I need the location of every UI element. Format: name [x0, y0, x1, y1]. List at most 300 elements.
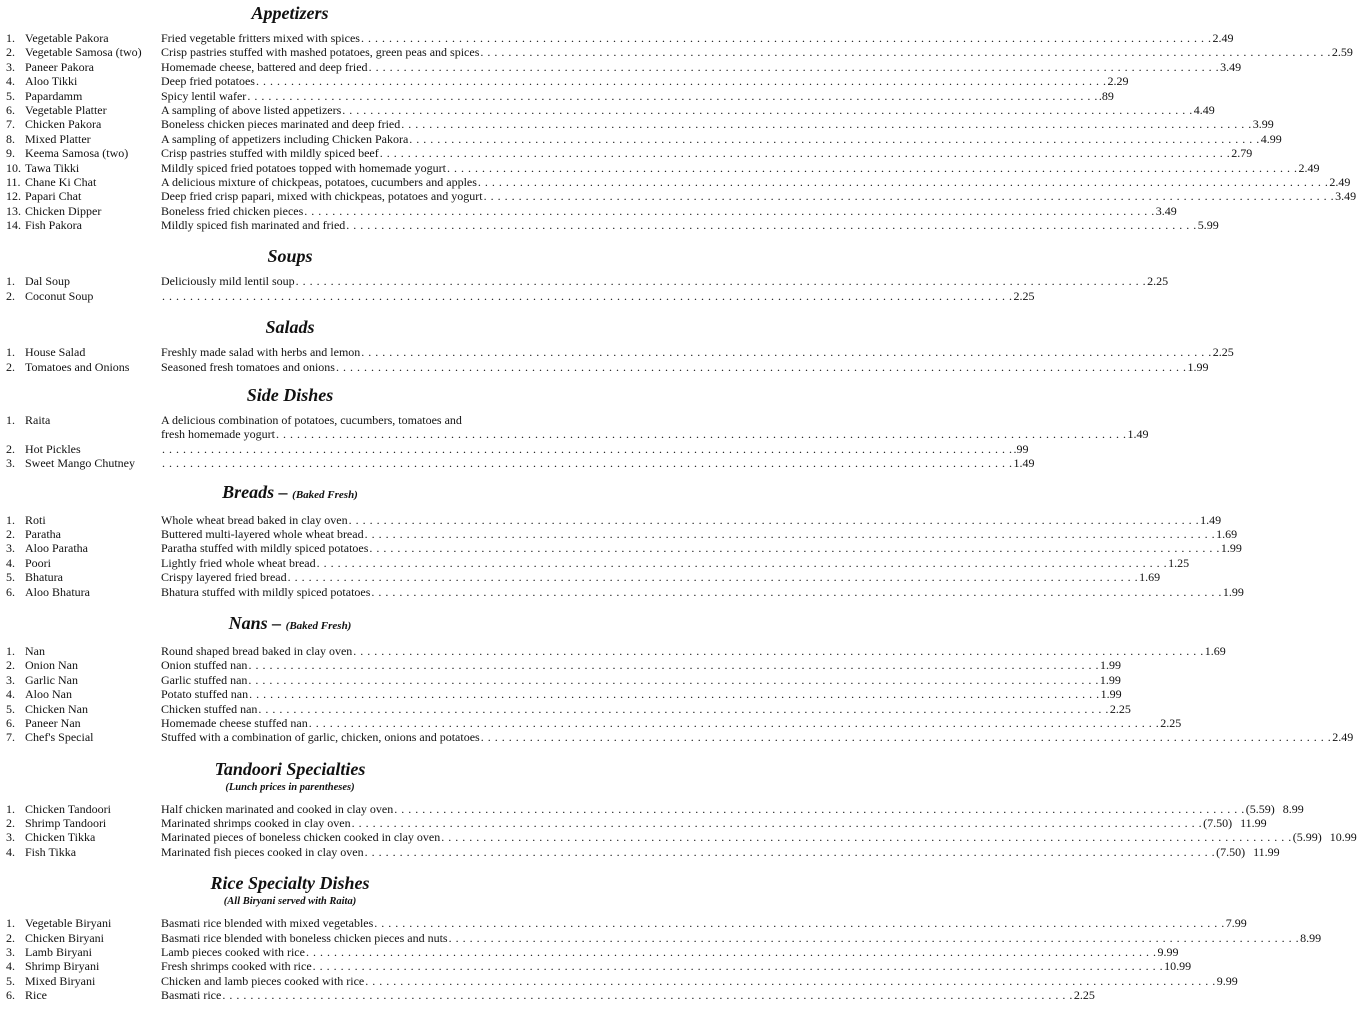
item-name: Raita — [25, 413, 51, 428]
item-price: 1.69 — [1204, 643, 1226, 658]
item-description-text: Basmati rice blended with boneless chicken pieces and nuts — [161, 930, 448, 945]
item-price: 4.99 — [1260, 131, 1282, 146]
item-name: Chicken Tandoori — [25, 801, 111, 816]
item-number: 14. — [6, 218, 21, 233]
item-description — [161, 570, 1161, 585]
item-name: Vegetable Pakora — [25, 31, 109, 45]
section-subtitle: (All Biryani served with Raita) — [223, 896, 357, 908]
item-number: 1. — [6, 643, 15, 658]
item-price: 7.99 — [1225, 916, 1247, 931]
item-description-text: fresh homemade yogurt — [161, 427, 275, 442]
item-description — [161, 959, 1192, 974]
item-number: 1. — [6, 512, 15, 527]
item-price-line — [161, 174, 1351, 189]
item-name: Aloo Tikki — [25, 74, 78, 89]
menu-item — [0, 687, 1122, 702]
item-price: 1.49 — [1200, 512, 1222, 527]
item-name: Papardamm — [25, 88, 83, 103]
item-name: Chicken Pakora — [25, 117, 102, 132]
dot-leader: . . . . . . . . . . . . . . . . . . . . . . . . . . . . . . . . . . . . . . . . . . . . . . . . . . . . . . . . . . . . . . . . . . . . . . . . . . . . . . . . . . . . . . . . . . . . . . . . . . . . . . . . . . . . . . . . . . . . . . . . . . — [295, 274, 1147, 289]
item-price: 10.99 — [1164, 959, 1192, 974]
item-number: 9. — [6, 146, 15, 161]
item-description-text: Garlic stuffed nan — [161, 672, 248, 687]
item-number: 10. — [6, 160, 21, 175]
dot-leader: . . . . . . . . . . . . . . . . . . . . . . . . . . . . . . . . . . . . . . . . . . . . . . . . . . . . . . . . . . . . . . . . . . . . . . . . . . . . . . . . . . . . . . . . . . . . . . . . . . . . . . . . . . . . . . . . . . . . . . . . . . — [316, 555, 1168, 570]
item-price-line — [161, 117, 1274, 132]
item-price: .99 — [1013, 441, 1029, 456]
item-name: Fish Tikka — [25, 844, 77, 859]
item-price-line — [161, 801, 1304, 816]
menu-item — [0, 218, 1219, 233]
section-title — [0, 245, 580, 267]
item-description-text: Crispy layered fried bread — [161, 570, 287, 585]
item-description-text: Mildly spiced fried potatoes topped with homemade yogurt — [161, 160, 446, 175]
item-number: 2. — [6, 527, 15, 541]
item-number: 1. — [6, 31, 15, 45]
item-number: 8. — [6, 131, 15, 146]
item-description-text: Lamb pieces cooked with rice — [161, 945, 305, 960]
item-number: 1. — [6, 413, 15, 428]
menu-section — [0, 2, 1357, 233]
dot-leader: . . . . . . . . . . . . . . . . . . . . . . . . . . . . . . . . . . . . . . . . . . . . . . . . . . . . . . . . . . . . . . . . . . . . . . . . . . . . . . . . . . . . . . . . . . . . . . . . . . . . . . . . . . . . . . . . . . . . . . . . . . — [308, 715, 1160, 730]
item-price: 2.59 — [1331, 45, 1353, 60]
dot-leader: . . . . . . . . . . . . . . . . . . . . . . . . . . . . . . . . . . . . . . . . . . . . . . . . . . . . . . . . . . . . . . . . . . . . . . . . . . . . . . . . . . . . . . . . . . . . . . . . . . . . . . . . . . . . . . . . . . . . . . . . . . — [162, 441, 1013, 456]
dot-leader: . . . . . . . . . . . . . . . . . . . . . . . . . . . . . . . . . . . . . . . . . . . . . . . . . . . . . . . . . . . . . . . . . . . . . . . . . . . . . . . . . . . . . . . . . . . . . . . . . . . . . . . . . . . . . . . . . . . . . . . . . . — [480, 45, 1331, 60]
item-price: 10.99 — [1329, 830, 1357, 845]
item-price-line — [161, 701, 1131, 716]
item-price: 2.49 — [1212, 31, 1234, 45]
item-price: 2.25 — [1109, 701, 1131, 716]
item-price: 2.25 — [1160, 715, 1182, 730]
item-price: 3.99 — [1252, 117, 1274, 132]
item-lunch-price: (5.59) — [1245, 801, 1275, 816]
item-price-line — [161, 146, 1253, 161]
item-description — [161, 218, 1219, 233]
item-price: 2.25 — [1013, 288, 1035, 303]
item-description — [161, 45, 1353, 60]
dot-leader: . . . . . . . . . . . . . . . . . . . . . . . . . . . . . . . . . . . . . . . . . . . . . . . . . . . . . . . . . . . . . . . . . . . . . . . . . . . . . . . . . . . . . . . . . . . . . . . . . . . . . . . . . . . . . . . . . . . . . . . . . . — [394, 801, 1245, 816]
item-price: 4.49 — [1193, 102, 1215, 117]
item-description-text: A sampling of appetizers including Chicken Pakora — [161, 131, 409, 146]
item-name: Vegetable Samosa (two) — [25, 45, 142, 60]
menu-section — [0, 872, 1322, 1003]
item-price-line — [161, 555, 1190, 570]
item-name: Papari Chat — [25, 189, 82, 204]
item-description — [161, 274, 1169, 289]
item-description-text: Homemade cheese, battered and deep fried — [161, 59, 368, 74]
item-description — [161, 555, 1190, 570]
dot-leader: . . . . . . . . . . . . . . . . . . . . . . . . . . . . . . . . . . . . . . . . . . . . . . . . . . . . . . . . . . . . . . . . . . . . . . . . . . . . . . . . . . . . . . . . . . . . . . . . . . . . . . . . . . . . . . . . . . . . . . . . . . — [371, 584, 1222, 599]
dot-leader: . . . . . . . . . . . . . . . . . . . . . . . . . . . . . . . . . . . . . . . . . . . . . . . . . . . . . . . . . . . . . . . . . . . . . . . . . . . . . . . . . . . . . . . . . . . . . . . . . . . . . . . . . . . . . . . . . . . . . . . . . . — [409, 131, 1260, 146]
item-number: 6. — [6, 988, 15, 1003]
item-description — [161, 643, 1226, 658]
item-price-line — [161, 31, 1234, 45]
item-price-line — [161, 715, 1182, 730]
dot-leader: . . . . . . . . . . . . . . . . . . . . . . . . . . . . . . . . . . . . . . . . . . . . . . . . . . . . . . . . . . . . . . . . . . . . . . . . . . . . . . . . . . . . . . . . . . . . . . . . . . . . . . . . . . . . . . . . . . . . . . . . . . — [255, 74, 1107, 89]
item-name: Tawa Tikki — [25, 160, 80, 175]
item-description — [161, 658, 1121, 673]
dot-leader: . . . . . . . . . . . . . . . . . . . . . . . . . . . . . . . . . . . . . . . . . . . . . . . . . . . . . . . . . . . . . . . . . . . . . . . . . . . . . . . . . . . . . . . . . . . . . . . . . . . . . . . . . . . . . . . . . . . . . . . . . . — [247, 88, 1098, 103]
item-description-text: Half chicken marinated and cooked in clay oven — [161, 801, 394, 816]
dot-leader: . . . . . . . . . . . . . . . . . . . . . . . . . . . . . . . . . . . . . . . . . . . . . . . . . . . . . . . . . . . . . . . . . . . . . . . . . . . . . . . . . . . . . . . . . . . . . . . . . . . . . . . . . . . . . . . . . . . . . . . . . . — [249, 687, 1100, 702]
item-name: Poori — [25, 555, 52, 570]
item-price-line — [161, 730, 1354, 745]
item-name: Chicken Biryani — [25, 930, 104, 945]
item-name: Dal Soup — [25, 274, 70, 289]
item-number: 6. — [6, 715, 15, 730]
item-price-line — [161, 830, 1357, 845]
item-number: 3. — [6, 672, 15, 687]
item-description — [161, 131, 1282, 146]
item-description — [161, 715, 1182, 730]
item-price: 1.99 — [1099, 658, 1121, 673]
item-description — [161, 527, 1238, 541]
item-description — [161, 945, 1179, 960]
item-number: 12. — [6, 189, 21, 204]
dot-leader: . . . . . . . . . . . . . . . . . . . . . . . . . . . . . . . . . . . . . . . . . . . . . . . . . . . . . . . . . . . . . . . . . . . . . . . . . . . . . . . . . . . . . . . . . . . . . . . . . . . . . . . . . . . . . . . . . . . . . . . . . . — [258, 701, 1109, 716]
item-description-text: Deliciously mild lentil soup — [161, 274, 295, 289]
item-name: Bhatura — [25, 570, 63, 585]
item-name: Chicken Dipper — [25, 203, 102, 218]
section-title-text: Tandoori Specialties — [214, 758, 366, 779]
item-description-text: Boneless fried chicken pieces — [161, 203, 304, 218]
item-description — [161, 988, 1095, 1003]
item-description-text: Seasoned fresh tomatoes and onions — [161, 359, 335, 374]
section-title — [0, 872, 580, 894]
item-description — [161, 816, 1267, 831]
dot-leader: . . . . . . . . . . . . . . . . . . . . . . . . . . . . . . . . . . . . . . . . . . . . . . . . . . . . . . . . . . . . . . . . . . . . . . . . . . . . . . . . . . . . . . . . . . . . . . . . . . . . . . . . . . . . . . . . . . . . . . . . . . — [248, 672, 1099, 687]
dot-leader: . . . . . . . . . . . . . . . . . . . . . . . . . . . . . . . . . . . . . . . . . . . . . . . . . . . . . . . . . . . . . . . . . . . . . . . . . . . . . . . . . . . . . . . . . . . . . . . . . . . . . . . . . . . . . . . . . . . . . . . . . . — [401, 117, 1252, 132]
menu-items — [0, 413, 1149, 471]
item-name: Hot Pickles — [25, 441, 81, 456]
item-description — [161, 801, 1304, 816]
menu-items — [0, 916, 1322, 1003]
item-description — [161, 584, 1244, 599]
menu-item — [0, 701, 1131, 716]
item-number: 4. — [6, 74, 15, 89]
item-price: 1.49 — [1013, 456, 1035, 471]
item-description-text: A delicious mixture of chickpeas, potatoes, cucumbers and apples — [161, 174, 477, 189]
section-title-text: Salads — [265, 317, 315, 338]
item-description-text: Spicy lentil wafer — [161, 88, 247, 103]
item-price-line — [161, 131, 1282, 146]
item-price-line — [161, 427, 1149, 442]
item-number: 3. — [6, 59, 15, 74]
item-description-text: Stuffed with a combination of garlic, chicken, onions and potatoes — [161, 730, 480, 745]
menu-item — [0, 959, 1192, 974]
dot-leader: . . . . . . . . . . . . . . . . . . . . . . . . . . . . . . . . . . . . . . . . . . . . . . . . . . . . . . . . . . . . . . . . . . . . . . . . . . . . . . . . . . . . . . . . . . . . . . . . . . . . . . . . . . . . . . . . . . . . . . . . . . — [364, 844, 1216, 859]
item-description-text: Paratha stuffed with mildly spiced potatoes — [161, 541, 369, 556]
menu-item — [0, 930, 1322, 945]
item-number: 1. — [6, 274, 15, 289]
item-name: Paratha — [25, 527, 61, 541]
item-description-text: Crisp pastries stuffed with mildly spiced beef — [161, 146, 379, 161]
item-description — [161, 203, 1177, 218]
item-description — [161, 146, 1253, 161]
section-title-suffix: (Baked Fresh) — [292, 488, 358, 501]
item-number: 1. — [6, 916, 15, 931]
item-lunch-price: (5.99) — [1292, 830, 1322, 845]
section-title — [0, 758, 580, 780]
item-price: 1.25 — [1168, 555, 1190, 570]
menu-item — [0, 830, 1357, 845]
dot-leader: . . . . . . . . . . . . . . . . . . . . . . . . . . . . . . . . . . . . . . . . . . . . . . . . . . . . . . . . . . . . . . . . . . . . . . . . . . . . . . . . . . . . . . . . . . . . . . . . . . . . . . . . . . . . . . . . . . . . . . . . . . — [348, 512, 1200, 527]
item-description — [161, 687, 1122, 702]
menu-item — [0, 413, 1149, 442]
dot-leader: . . . . . . . . . . . . . . . . . . . . . . . . . . . . . . . . . . . . . . . . . . . . . . . . . . . . . . . . . . . . . . . . . . . . . . . . . . . . . . . . . . . . . . . . . . . . . . . . . . . . . . . . . . . . . . . . . . . . . . . . . . — [275, 427, 1127, 442]
section-title — [0, 316, 580, 338]
item-name: Paneer Nan — [25, 715, 81, 730]
item-price: 1.99 — [1099, 672, 1121, 687]
menu-item — [0, 131, 1282, 146]
item-description — [161, 672, 1121, 687]
dot-leader: . . . . . . . . . . . . . . . . . . . . . . . . . . . . . . . . . . . . . . . . . . . . . . . . . . . . . . . . . . . . . . . . . . . . . . . . . . . . . . . . . . . . . . . . . . . . . . . . . . . . . . . . . . . . . . . . . . . . . . . . . . — [162, 288, 1013, 303]
menu-item — [0, 945, 1179, 960]
item-price-line — [161, 541, 1242, 556]
item-name: Aloo Paratha — [25, 541, 88, 556]
menu-item — [0, 988, 1095, 1003]
dot-leader: . . . . . . . . . . . . . . . . . . . . . . . . . . . . . . . . . . . . . . . . . . . . . . . . . . . . . . . . . . . . . . . . . . . . . . . . . . . . . . . . . . . . . . . . . . . . . . . . . . . . . . . . . . . . . . . . . . . . . . . . . . — [448, 930, 1300, 945]
dot-leader: . . . . . . . . . . . . . . . . . . . . . . . . . . . . . . . . . . . . . . . . . . . . . . . . . . . . . . . . . . . . . . . . . . . . . . . . . . . . . . . . . . . . . . . . . . . . . . . . . . . . . . . . . . . . . . . . . . . . . . . . . . — [480, 730, 1332, 745]
item-price: 2.29 — [1107, 74, 1129, 89]
item-description — [161, 174, 1351, 189]
item-price-line — [161, 359, 1209, 374]
item-lunch-price: (7.50) — [1216, 844, 1246, 859]
section-title — [0, 2, 580, 24]
item-price-line — [161, 916, 1247, 931]
item-number: 13. — [6, 203, 21, 218]
item-name: Shrimp Tandoori — [25, 816, 107, 831]
item-price-line — [161, 658, 1121, 673]
dot-leader: . . . . . . . . . . . . . . . . . . . . . . . . . . . . . . . . . . . . . . . . . . . . . . . . . . . . . . . . . . . . . . . . . . . . . . . . . . . . . . . . . . . . . . . . . . . . . . . . . . . . . . . . . . . . . . . . . . . . . . . . . . — [368, 59, 1220, 74]
item-name: House Salad — [25, 345, 86, 360]
item-name: Roti — [25, 512, 46, 527]
item-price: 5.99 — [1197, 218, 1219, 233]
item-number: 2. — [6, 359, 15, 374]
item-number: 2. — [6, 45, 15, 60]
item-name: Aloo Nan — [25, 687, 72, 702]
item-price: 1.99 — [1100, 687, 1122, 702]
menu-item — [0, 816, 1267, 831]
item-price: 3.49 — [1335, 189, 1357, 204]
item-number: 4. — [6, 959, 15, 974]
item-price: 9.99 — [1157, 945, 1179, 960]
item-description — [161, 456, 1035, 471]
item-description-text: Basmati rice blended with mixed vegetables — [161, 916, 374, 931]
dot-leader: . . . . . . . . . . . . . . . . . . . . . . . . . . . . . . . . . . . . . . . . . . . . . . . . . . . . . . . . . . . . . . . . . . . . . . . . . . . . . . . . . . . . . . . . . . . . . . . . . . . . . . . . . . . . . . . . . . . . . . . . . . — [361, 345, 1212, 360]
dot-leader: . . . . . . . . . . . . . . . . . . . . . . . . . . . . . . . . . . . . . . . . . . . . . . . . . . . . . . . . . . . . . . . . . . . . . . . . . . . . . . . . . . . . . . . . . . . . . . . . . . . . . . . . . . . . . . . . . . . . . . . . . . — [222, 988, 1073, 1003]
item-price-line — [161, 189, 1357, 204]
menu-item — [0, 844, 1280, 859]
item-description-text: Marinated pieces of boneless chicken cooked in clay oven — [161, 830, 441, 845]
item-price: 1.99 — [1187, 359, 1209, 374]
menu-section — [0, 758, 1357, 860]
item-description-text: Deep fried crisp papari, mixed with chickpeas, potatoes and yogurt — [161, 189, 483, 204]
item-description — [161, 88, 1114, 103]
menu-item — [0, 801, 1304, 816]
menu-item — [0, 31, 1234, 45]
item-description-text: Marinated fish pieces cooked in clay oven — [161, 844, 364, 859]
item-description — [161, 160, 1320, 175]
item-price: 8.99 — [1282, 801, 1304, 816]
item-price-line — [161, 643, 1226, 658]
item-number: 5. — [6, 701, 15, 716]
item-description — [161, 512, 1222, 527]
dot-leader: . . . . . . . . . . . . . . . . . . . . . . . . . . . . . . . . . . . . . . . . . . . . . . . . . . . . . . . . . . . . . . . . . . . . . . . . . . . . . . . . . . . . . . . . . . . . . . . . . . . . . . . . . . . . . . . . . . . . . . . . . . — [287, 570, 1139, 585]
item-name: Mixed Biryani — [25, 973, 96, 988]
item-price: 9.99 — [1216, 973, 1238, 988]
item-number: 2. — [6, 930, 15, 945]
item-number: 7. — [6, 730, 15, 745]
item-number: 6. — [6, 584, 15, 599]
item-number: 1. — [6, 801, 15, 816]
menu-item — [0, 59, 1242, 74]
section-title-text: Appetizers — [251, 3, 329, 23]
section-title-text: Nans – — [228, 612, 282, 633]
item-number: 5. — [6, 570, 15, 585]
dot-leader: . . . . . . . . . . . . . . . . . . . . . . . . . . . . . . . . . . . . . . . . . . . . . . . . . . . . . . . . . . . . . . . . . . . . . . . . . . . . . . . . . . . . . . . . . . . . . . . . . . . . . . . . . . . . . . . . . . . . . . . . . . — [342, 102, 1193, 117]
menu-item — [0, 456, 1035, 471]
section-title — [0, 384, 580, 406]
item-price: 1.49 — [1127, 427, 1149, 442]
item-description-text: Boneless chicken pieces marinated and deep fried — [161, 117, 401, 132]
menu-items — [0, 801, 1357, 860]
dot-leader: . . . . . . . . . . . . . . . . . . . . . . . . . . . . . . . . . . . . . . . . . . . . . . . . . . . . . . . . . . . . . . . . . . . . . . . . . . . . . . . . . . . . . . . . . . . . . . . . . . . . . . . . . . . . . . . . . . . . . . . . . . — [483, 189, 1335, 204]
item-name: Fish Pakora — [25, 218, 82, 233]
item-price: 2.79 — [1231, 146, 1253, 161]
menu-item — [0, 160, 1320, 175]
dot-leader: . . . . . . . . . . . . . . . . . . . . . . . . . . . . . . . . . . . . . . . . . . . . . . . . . . . . . . . . . . . . . . . . . . . . . . . . . . . . . . . . . . . . . . . . . . . . . . . . . . . . . . . . . . . . . . . . . . . . . . . . . . — [446, 160, 1298, 175]
item-description-text: Homemade cheese stuffed nan — [161, 715, 308, 730]
dot-leader: . . . . . . . . . . . . . . . . . . . . . . . . . . . . . . . . . . . . . . . . . . . . . . . . . . . . . . . . . . . . . . . . . . . . . . . . . . . . . . . . . . . . . . . . . . . . . . . . . . . . . . . . . . . . . . . . . . . . . . . . . . — [441, 830, 1292, 845]
item-description-text: Basmati rice — [161, 988, 222, 1003]
item-price-line — [161, 687, 1122, 702]
menu-item — [0, 345, 1234, 360]
item-price: .89 — [1098, 88, 1114, 103]
item-description-text: Round shaped bread baked in clay oven — [161, 643, 353, 658]
menu-item — [0, 174, 1351, 189]
menu-section — [0, 481, 1244, 599]
dot-leader: . . . . . . . . . . . . . . . . . . . . . . . . . . . . . . . . . . . . . . . . . . . . . . . . . . . . . . . . . . . . . . . . . . . . . . . . . . . . . . . . . . . . . . . . . . . . . . . . . . . . . . . . . . . . . . . . . . . . . . . . . . — [364, 527, 1216, 541]
item-number: 4. — [6, 555, 15, 570]
item-description-text: Chicken stuffed nan — [161, 701, 258, 716]
section-title-text: Side Dishes — [246, 385, 334, 406]
item-price-line — [161, 88, 1114, 103]
menu-item — [0, 274, 1169, 289]
item-description-text: Freshly made salad with herbs and lemon — [161, 345, 361, 360]
menu-item — [0, 88, 1114, 103]
item-price-line — [161, 930, 1322, 945]
item-description — [161, 359, 1209, 374]
item-description — [161, 413, 1149, 442]
item-name: Lamb Biryani — [25, 945, 92, 960]
menu-item — [0, 541, 1242, 556]
item-price-line — [161, 74, 1129, 89]
menu-item — [0, 973, 1238, 988]
dot-leader: . . . . . . . . . . . . . . . . . . . . . . . . . . . . . . . . . . . . . . . . . . . . . . . . . . . . . . . . . . . . . . . . . . . . . . . . . . . . . . . . . . . . . . . . . . . . . . . . . . . . . . . . . . . . . . . . . . . . . . . . . . — [351, 816, 1203, 831]
menu-item — [0, 555, 1190, 570]
item-price: 3.49 — [1220, 59, 1242, 74]
section-title-text: Breads – — [222, 481, 288, 502]
dot-leader: . . . . . . . . . . . . . . . . . . . . . . . . . . . . . . . . . . . . . . . . . . . . . . . . . . . . . . . . . . . . . . . . . . . . . . . . . . . . . . . . . . . . . . . . . . . . . . . . . . . . . . . . . . . . . . . . . . . . . . . . . . — [477, 174, 1329, 189]
item-price-line — [161, 203, 1177, 218]
item-number: 4. — [6, 844, 15, 859]
menu-item — [0, 658, 1121, 673]
item-price: 1.99 — [1220, 541, 1242, 556]
dot-leader: . . . . . . . . . . . . . . . . . . . . . . . . . . . . . . . . . . . . . . . . . . . . . . . . . . . . . . . . . . . . . . . . . . . . . . . . . . . . . . . . . . . . . . . . . . . . . . . . . . . . . . . . . . . . . . . . . . . . . . . . . . — [335, 359, 1187, 374]
item-price-line — [161, 672, 1121, 687]
item-description-text: Marinated shrimps cooked in clay oven — [161, 816, 351, 831]
item-price-line — [161, 288, 1035, 303]
section-title — [0, 481, 580, 506]
menu-items — [0, 345, 1234, 374]
item-price-line — [161, 844, 1280, 859]
menu-item — [0, 672, 1121, 687]
item-description-text: A sampling of above listed appetizers — [161, 102, 342, 117]
menu-item — [0, 102, 1215, 117]
item-description — [161, 31, 1234, 45]
menu-item — [0, 512, 1222, 527]
menu-section — [0, 384, 1149, 471]
item-price-line — [161, 456, 1035, 471]
item-description-text: Deep fried potatoes — [161, 74, 255, 89]
menu-section — [0, 245, 1169, 303]
item-price-line — [161, 584, 1244, 599]
item-name: Chef's Special — [25, 730, 94, 745]
section-subtitle: (Lunch prices in parentheses) — [225, 781, 355, 793]
item-price-line — [161, 218, 1219, 233]
item-description-text: Chicken and lamb pieces cooked with rice — [161, 973, 365, 988]
item-description — [161, 916, 1247, 931]
menu-item — [0, 45, 1353, 60]
item-description — [161, 844, 1280, 859]
menu-item — [0, 146, 1253, 161]
item-description — [161, 830, 1357, 845]
dot-leader: . . . . . . . . . . . . . . . . . . . . . . . . . . . . . . . . . . . . . . . . . . . . . . . . . . . . . . . . . . . . . . . . . . . . . . . . . . . . . . . . . . . . . . . . . . . . . . . . . . . . . . . . . . . . . . . . . . . . . . . . . . — [379, 146, 1231, 161]
item-description — [161, 441, 1029, 456]
dot-leader: . . . . . . . . . . . . . . . . . . . . . . . . . . . . . . . . . . . . . . . . . . . . . . . . . . . . . . . . . . . . . . . . . . . . . . . . . . . . . . . . . . . . . . . . . . . . . . . . . . . . . . . . . . . . . . . . . . . . . . . . . . — [248, 658, 1099, 673]
dot-leader: . . . . . . . . . . . . . . . . . . . . . . . . . . . . . . . . . . . . . . . . . . . . . . . . . . . . . . . . . . . . . . . . . . . . . . . . . . . . . . . . . . . . . . . . . . . . . . . . . . . . . . . . . . . . . . . . . . . . . . . . . . — [365, 973, 1216, 988]
item-number: 2. — [6, 658, 15, 673]
item-name: Paneer Pakora — [25, 59, 94, 74]
dot-leader: . . . . . . . . . . . . . . . . . . . . . . . . . . . . . . . . . . . . . . . . . . . . . . . . . . . . . . . . . . . . . . . . . . . . . . . . . . . . . . . . . . . . . . . . . . . . . . . . . . . . . . . . . . . . . . . . . . . . . . . . . . — [360, 31, 1212, 45]
item-description — [161, 973, 1238, 988]
item-number: 7. — [6, 117, 15, 132]
item-description — [161, 701, 1131, 716]
menu-items — [0, 643, 1354, 745]
menu-item — [0, 527, 1238, 541]
item-number: 5. — [6, 973, 15, 988]
item-name: Vegetable Biryani — [25, 916, 112, 931]
item-price: 1.69 — [1216, 527, 1238, 541]
item-name: Onion Nan — [25, 658, 78, 673]
item-description — [161, 730, 1354, 745]
item-number: 3. — [6, 541, 15, 556]
item-description — [161, 930, 1322, 945]
item-name: Vegetable Platter — [25, 102, 107, 117]
item-price-line — [161, 45, 1353, 60]
item-price-line — [161, 160, 1320, 175]
menu-item — [0, 288, 1035, 303]
item-description-text: Bhatura stuffed with mildly spiced potatoes — [161, 584, 371, 599]
dot-leader: . . . . . . . . . . . . . . . . . . . . . . . . . . . . . . . . . . . . . . . . . . . . . . . . . . . . . . . . . . . . . . . . . . . . . . . . . . . . . . . . . . . . . . . . . . . . . . . . . . . . . . . . . . . . . . . . . . . . . . . . . . — [312, 959, 1164, 974]
menu-item — [0, 570, 1161, 585]
item-description-text: Whole wheat bread baked in clay oven — [161, 512, 348, 527]
item-description — [161, 541, 1242, 556]
item-price: 2.49 — [1332, 730, 1354, 745]
menu-section — [0, 612, 1354, 745]
item-name: Sweet Mango Chutney — [25, 456, 135, 471]
